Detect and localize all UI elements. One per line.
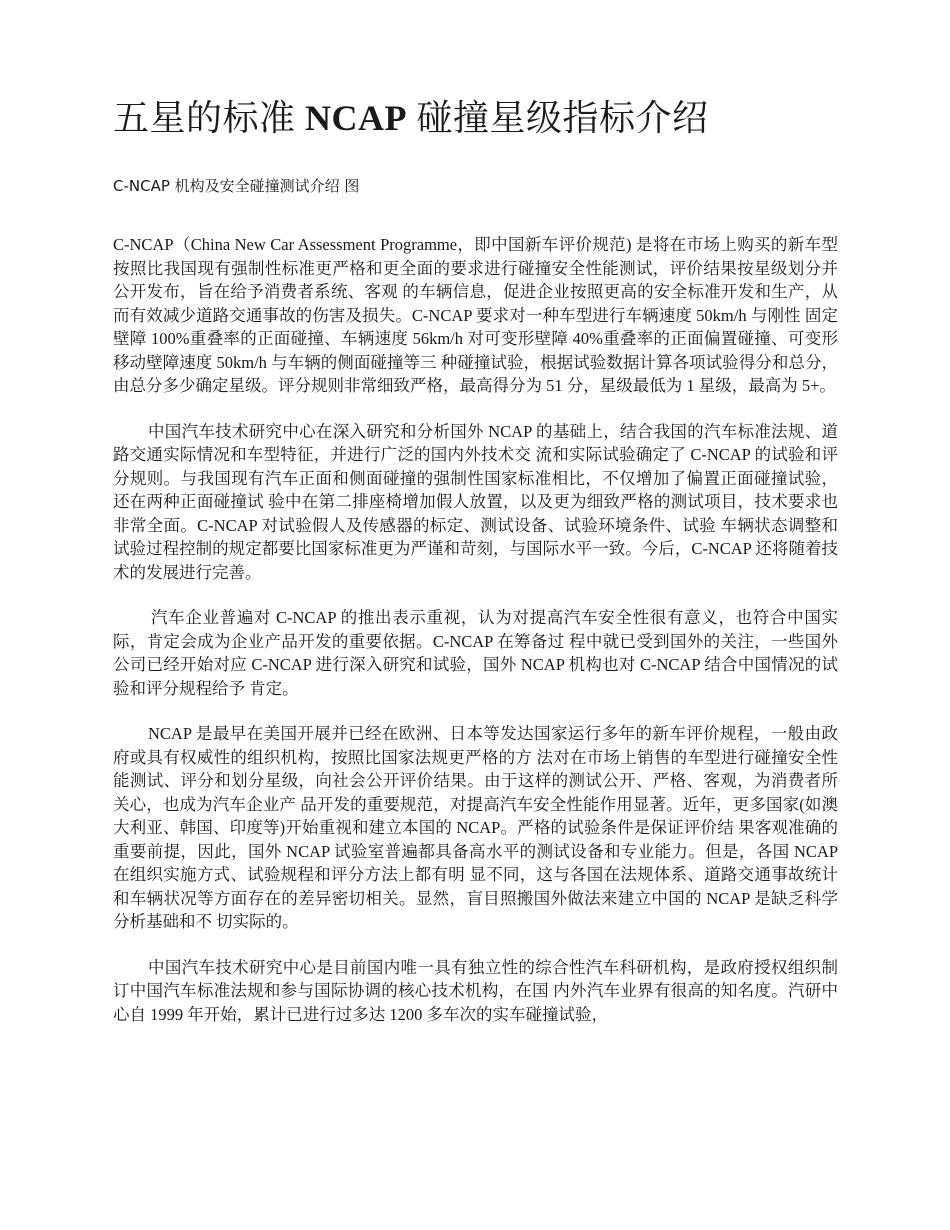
paragraph-industry-response: 汽车企业普遍对 C-NCAP 的推出表示重视，认为对提高汽车安全性很有意义，也符合中国实际，肯定会成为企业产品开发的重要依据。C-NCAP 在筹备过 程中就已受到国外的关注，一些国外公司已经开始对应 C-NCAP 进行深入研究和试验，国外 NCAP 机构也对 C-NCAP 结合中国情况的试验和评分规程给予 肯定。 — [113, 608, 838, 698]
paragraph-catarc: 中国汽车技术研究中心是目前国内唯一具有独立性的综合性汽车科研机构，是政府授权组织制订中国汽车标准法规和参与国际协调的核心技术机构，在国 内外汽车业界有很高的知名度。汽研中心自 1999 年开始，累计已进行过多达 1200 多车次的实车碰撞试验， — [113, 957, 838, 1024]
document-body — [113, 233, 838, 1026]
paragraph-ncap-history: NCAP 是最早在美国开展并已经在欧洲、日本等发达国家运行多年的新车评价规程，一般由政府或具有权威性的组织机构，按照比国家法规更严格的方 法对在市场上销售的车型进行碰撞安全性能测试、评分和划分星级，向社会公开评价结果。由于这样的测试公开、严格、客观，为消费者所关心，也成为汽车企业产 品开发的重要规范，对提高汽车安全性能作用显著。近年，更多国家(如澳大利亚、韩国、印度等)开始重视和建立本国的 NCAP。严格的试验条件是保证评价结 果客观准确的重要前提，因此，国外 NCAP 试验室普遍都具备高水平的测试设备和专业能力。但是，各国 NCAP 在组织实施方式、试验规程和评分方法上都有明 显不同，这与各国在法规体系、道路交通事故统计和车辆状况等方面存在的差异密切相关。显然，盲目照搬国外做法来建立中国的 NCAP 是缺乏科学分析基础和不 切实际的。 — [113, 724, 838, 931]
title-prefix: 五星的标准 — [113, 98, 296, 138]
document-page — [113, 92, 838, 1048]
paragraph-research-center: 中国汽车技术研究中心在深入研究和分析国外 NCAP 的基础上，结合我国的汽车标准法规、道路交通实际情况和车型特征，并进行广泛的国内外技术交 流和实际试验确定了 C-NCAP 的试验和评分规则。与我国现有汽车正面和侧面碰撞的强制性国家标准相比，不仅增加了偏置正面碰撞试验，还在两种正面碰撞试 验中在第二排座椅增加假人放置，以及更为细致严格的测试项目，技术要求也非常全面。C-NCAP 对试验假人及传感器的标定、测试设备、试验环境条件、试验 车辆状态调整和试验过程控制的规定都要比国家标准更为严谨和苛刻，与国际水平一致。今后，C-NCAP 还将随着技术的发展进行完善。 — [113, 421, 838, 582]
title-suffix: 碰撞星级指标介绍 — [416, 98, 709, 138]
title-emphasis: NCAP — [305, 98, 407, 138]
document-title — [113, 92, 838, 144]
document-subtitle: C-NCAP 机构及安全碰撞测试介绍 图 — [113, 177, 360, 195]
paragraph-intro: C-NCAP（China New Car Assessment Programme，即中国新车评价规范) 是将在市场上购买的新车型按照比我国现有强制性标准更严格和更全面的要求进行碰撞安全性能测试，评价结果按星级划分并公开发布，旨在给予消费者系统、客观 的车辆信息，促进企业按照更高的安全标准开发和生产，从而有效减少道路交通事故的伤害及损失。C-NCAP 要求对一种车型进行车辆速度 50km/h 与刚性 固定壁障 100%重叠率的正面碰撞、车辆速度 56km/h 对可变形壁障 40%重叠率的正面偏置碰撞、可变形移动壁障速度 50km/h 与车辆的侧面碰撞等三 种碰撞试验，根据试验数据计算各项试验得分和总分，由总分多少确定星级。评分规则非常细致严格，最高得分为 51 分，星级最低为 1 星级，最高为 5+。 — [113, 235, 838, 395]
